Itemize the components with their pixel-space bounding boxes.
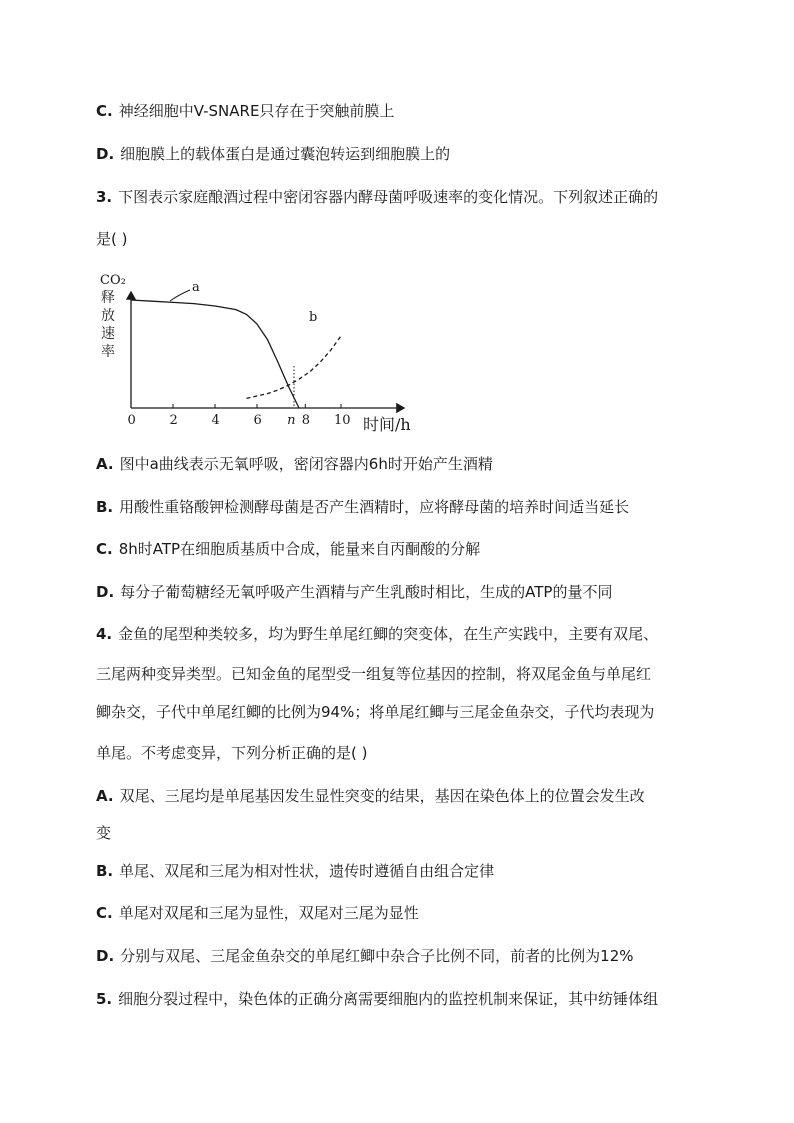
series-a-label: a bbox=[192, 280, 200, 295]
question-3-stem: 3. 下图表示家庭酿酒过程中密闭容器内酵母菌呼吸速率的变化情况。下列叙述正确的 bbox=[96, 188, 659, 206]
x-tick-label: 8 bbox=[301, 413, 311, 428]
option-c-prev: C. 神经细胞中V-SNARE只存在于突触前膜上 bbox=[96, 102, 395, 120]
x-tick-label: n bbox=[287, 413, 296, 428]
series-b-label: b bbox=[309, 310, 318, 325]
question-5-stem: 5. 细胞分裂过程中，染色体的正确分离需要细胞内的监控机制来保证，其中纺锤体组 bbox=[96, 990, 659, 1008]
question-4-stem: 4. 金鱼的尾型种类较多，均为野生单尾红鲫的突变体，在生产实践中，主要有双尾、 bbox=[96, 625, 659, 643]
y-label-char: 释 bbox=[101, 290, 115, 306]
q3-option-d: D. 每分子葡萄糖经无氧呼吸产生酒精与产生乳酸时相比，生成的ATP的量不同 bbox=[96, 583, 613, 601]
x-tick-label: 6 bbox=[253, 413, 262, 428]
q4-option-b: B. 单尾、双尾和三尾为相对性状，遗传时遵循自由组合定律 bbox=[96, 862, 495, 880]
question-4-stem-cont: 单尾。不考虑变异，下列分析正确的是( ) bbox=[96, 744, 368, 762]
x-tick-label: 4 bbox=[211, 413, 220, 428]
respiration-rate-chart bbox=[90, 268, 420, 438]
q4-option-a-cont: 变 bbox=[96, 824, 112, 842]
question-4-stem-cont: 三尾两种变异类型。已知金鱼的尾型受一组复等位基因的控制，将双尾金鱼与单尾红 bbox=[96, 665, 652, 683]
y-label-char: 放 bbox=[101, 308, 115, 324]
y-label-top: CO₂ bbox=[100, 273, 126, 288]
q4-option-d: D. 分别与双尾、三尾金鱼杂交的单尾红鲫中杂合子比例不同，前者的比例为12% bbox=[96, 947, 634, 965]
q3-option-b: B. 用酸性重铬酸钾检测酵母菌是否产生酒精时，应将酵母菌的培养时间适当延长 bbox=[96, 498, 630, 516]
q4-option-a: A. 双尾、三尾均是单尾基因发生显性突变的结果，基因在染色体上的位置会发生改 bbox=[96, 787, 645, 805]
q3-option-a: A. 图中a曲线表示无氧呼吸，密闭容器内6h时开始产生酒精 bbox=[96, 455, 493, 473]
q3-option-c: C. 8h时ATP在细胞质基质中合成，能量来自丙酮酸的分解 bbox=[96, 540, 481, 558]
y-label-char: 速 bbox=[101, 326, 115, 342]
series-a-leader bbox=[170, 290, 190, 301]
option-d-prev: D. 细胞膜上的载体蛋白是通过囊泡转运到细胞膜上的 bbox=[96, 145, 451, 163]
x-label: 时间/h bbox=[363, 415, 411, 434]
q4-option-c: C. 单尾对双尾和三尾为显性，双尾对三尾为显性 bbox=[96, 904, 419, 922]
question-4-stem-cont: 鲫杂交，子代中单尾红鲫的比例为94%；将单尾红鲫与三尾金鱼杂交，子代均表现为 bbox=[96, 703, 655, 721]
x-tick-label: 2 bbox=[169, 413, 178, 428]
x-tick-label: 0 bbox=[127, 413, 136, 428]
question-3-stem-cont: 是( ) bbox=[96, 230, 128, 248]
y-label-char: 率 bbox=[101, 344, 115, 360]
x-tick-label: 10 bbox=[334, 413, 351, 428]
